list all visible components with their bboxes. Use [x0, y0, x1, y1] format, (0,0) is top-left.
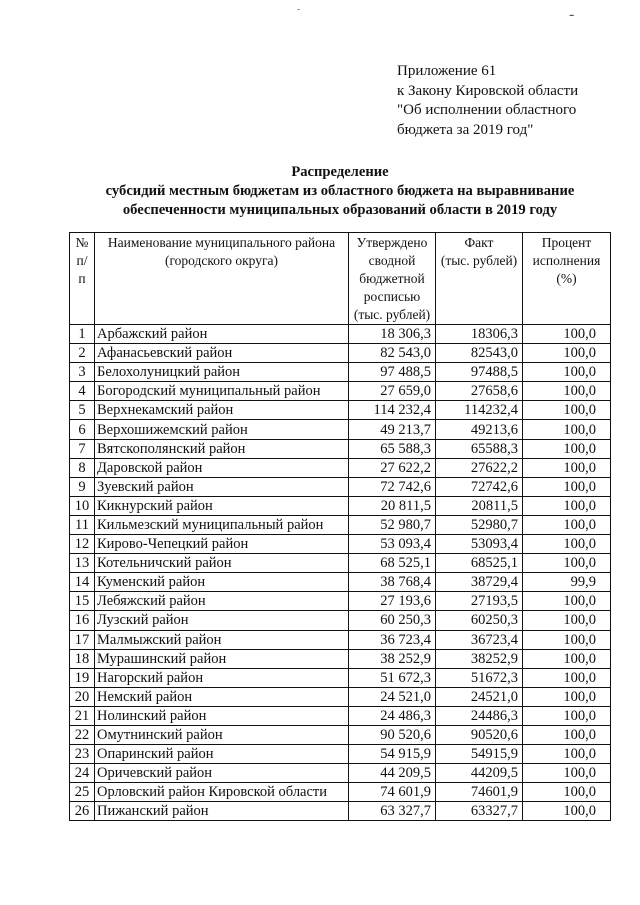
cell-name: Мурашинский район [95, 649, 349, 668]
table-row [70, 458, 611, 477]
cell-percent: 100,0 [523, 630, 611, 649]
cell-name: Богородский муниципальный район [95, 382, 349, 401]
cell-percent: 100,0 [523, 325, 611, 344]
cell-num: 3 [70, 363, 95, 382]
cell-fact: 27622,2 [436, 458, 523, 477]
cell-percent: 100,0 [523, 401, 611, 420]
cell-approved: 82 543,0 [349, 344, 436, 363]
title-line: обеспеченности муниципальных образований области в 2019 году [122, 202, 558, 218]
cell-num: 6 [70, 420, 95, 439]
cell-name: Оричевский район [95, 764, 349, 783]
cell-percent: 100,0 [523, 535, 611, 554]
cell-name: Нагорский район [95, 668, 349, 687]
table-row [70, 764, 611, 783]
cell-fact: 27193,5 [436, 592, 523, 611]
cell-num: 20 [70, 687, 95, 706]
cell-approved: 63 327,7 [349, 802, 436, 821]
cell-approved: 27 622,2 [349, 458, 436, 477]
cell-name: Арбажский район [95, 325, 349, 344]
appendix-line: бюджета за 2019 год" [397, 121, 534, 138]
cell-num: 11 [70, 515, 95, 534]
cell-fact: 68525,1 [436, 554, 523, 573]
cell-fact: 114232,4 [436, 401, 523, 420]
cell-percent: 100,0 [523, 649, 611, 668]
cell-num: 17 [70, 630, 95, 649]
cell-num: 8 [70, 458, 95, 477]
cell-approved: 114 232,4 [349, 401, 436, 420]
cell-num: 25 [70, 783, 95, 802]
cell-approved: 60 250,3 [349, 611, 436, 630]
table-row [70, 783, 611, 802]
cell-fact: 63327,7 [436, 802, 523, 821]
cell-fact: 36723,4 [436, 630, 523, 649]
cell-name: Опаринский район [95, 745, 349, 764]
table-row [70, 725, 611, 744]
cell-num: 12 [70, 535, 95, 554]
title-line: Распределение [291, 164, 389, 180]
cell-percent: 100,0 [523, 515, 611, 534]
cell-percent: 100,0 [523, 496, 611, 515]
cell-fact: 54915,9 [436, 745, 523, 764]
table-row [70, 401, 611, 420]
cell-name: Нолинский район [95, 706, 349, 725]
header-num: № п/п [70, 233, 95, 325]
cell-approved: 97 488,5 [349, 363, 436, 382]
cell-percent: 100,0 [523, 458, 611, 477]
cell-fact: 18306,3 [436, 325, 523, 344]
cell-approved: 20 811,5 [349, 496, 436, 515]
cell-name: Верхнекамский район [95, 401, 349, 420]
cell-num: 24 [70, 764, 95, 783]
cell-num: 19 [70, 668, 95, 687]
cell-fact: 82543,0 [436, 344, 523, 363]
cell-fact: 97488,5 [436, 363, 523, 382]
cell-percent: 100,0 [523, 554, 611, 573]
table-row [70, 630, 611, 649]
cell-percent: 100,0 [523, 420, 611, 439]
cell-name: Белохолуницкий район [95, 363, 349, 382]
cell-num: 9 [70, 477, 95, 496]
cell-approved: 68 525,1 [349, 554, 436, 573]
cell-fact: 53093,4 [436, 535, 523, 554]
cell-fact: 65588,3 [436, 439, 523, 458]
cell-approved: 38 252,9 [349, 649, 436, 668]
cell-percent: 100,0 [523, 344, 611, 363]
table-header-row [70, 233, 611, 325]
cell-approved: 49 213,7 [349, 420, 436, 439]
cell-percent: 100,0 [523, 706, 611, 725]
cell-approved: 24 486,3 [349, 706, 436, 725]
cell-fact: 60250,3 [436, 611, 523, 630]
cell-fact: 72742,6 [436, 477, 523, 496]
table-row [70, 668, 611, 687]
table-row [70, 745, 611, 764]
cell-num: 21 [70, 706, 95, 725]
cell-fact: 27658,6 [436, 382, 523, 401]
cell-fact: 49213,6 [436, 420, 523, 439]
table-row [70, 649, 611, 668]
cell-num: 15 [70, 592, 95, 611]
cell-name: Кикнурский район [95, 496, 349, 515]
cell-num: 23 [70, 745, 95, 764]
table-row [70, 573, 611, 592]
cell-name: Котельничский район [95, 554, 349, 573]
cell-approved: 72 742,6 [349, 477, 436, 496]
title-line: субсидий местным бюджетам из областного бюджета на выравнивание [105, 183, 575, 199]
cell-approved: 90 520,6 [349, 725, 436, 744]
cell-num: 22 [70, 725, 95, 744]
cell-num: 7 [70, 439, 95, 458]
cell-approved: 65 588,3 [349, 439, 436, 458]
cell-num: 13 [70, 554, 95, 573]
table-row [70, 535, 611, 554]
cell-percent: 99,9 [523, 573, 611, 592]
cell-percent: 100,0 [523, 611, 611, 630]
cell-percent: 100,0 [523, 687, 611, 706]
cell-percent: 100,0 [523, 725, 611, 744]
cell-name: Зуевский район [95, 477, 349, 496]
cell-approved: 53 093,4 [349, 535, 436, 554]
document-title [60, 163, 620, 220]
cell-percent: 100,0 [523, 439, 611, 458]
table-row [70, 496, 611, 515]
cell-approved: 27 659,0 [349, 382, 436, 401]
cell-fact: 51672,3 [436, 668, 523, 687]
cell-percent: 100,0 [523, 745, 611, 764]
cell-num: 18 [70, 649, 95, 668]
table-row [70, 611, 611, 630]
cell-percent: 100,0 [523, 592, 611, 611]
cell-num: 2 [70, 344, 95, 363]
cell-name: Куменский район [95, 573, 349, 592]
appendix-line: Приложение 61 [397, 63, 497, 79]
cell-percent: 100,0 [523, 363, 611, 382]
cell-num: 1 [70, 325, 95, 344]
cell-fact: 38729,4 [436, 573, 523, 592]
header-name: Наименование муниципального района (городского округа) [95, 233, 349, 325]
table-row [70, 515, 611, 534]
cell-approved: 51 672,3 [349, 668, 436, 687]
cell-name: Кирово-Чепецкий район [95, 535, 349, 554]
cell-name: Лебяжский район [95, 592, 349, 611]
cell-percent: 100,0 [523, 783, 611, 802]
cell-approved: 52 980,7 [349, 515, 436, 534]
cell-num: 5 [70, 401, 95, 420]
cell-name: Вятскополянский район [95, 439, 349, 458]
cell-approved: 24 521,0 [349, 687, 436, 706]
cell-fact: 90520,6 [436, 725, 523, 744]
page-mark-right: - [569, 6, 575, 23]
cell-name: Пижанский район [95, 802, 349, 821]
cell-fact: 38252,9 [436, 649, 523, 668]
page-mark-top: - [297, 4, 301, 15]
cell-num: 16 [70, 611, 95, 630]
cell-name: Омутнинский район [95, 725, 349, 744]
cell-percent: 100,0 [523, 382, 611, 401]
cell-name: Малмыжский район [95, 630, 349, 649]
cell-approved: 18 306,3 [349, 325, 436, 344]
appendix-line: "Об исполнении областного [397, 102, 577, 118]
cell-approved: 44 209,5 [349, 764, 436, 783]
appendix-line: к Закону Кировской области [397, 82, 579, 99]
cell-percent: 100,0 [523, 802, 611, 821]
cell-fact: 52980,7 [436, 515, 523, 534]
table-row [70, 363, 611, 382]
cell-num: 26 [70, 802, 95, 821]
distribution-table [69, 232, 611, 821]
header-fact: Факт (тыс. рублей) [436, 233, 523, 325]
cell-approved: 74 601,9 [349, 783, 436, 802]
table-row [70, 477, 611, 496]
cell-name: Кильмезский муниципальный район [95, 515, 349, 534]
cell-approved: 54 915,9 [349, 745, 436, 764]
cell-num: 4 [70, 382, 95, 401]
cell-name: Немский район [95, 687, 349, 706]
cell-approved: 38 768,4 [349, 573, 436, 592]
cell-fact: 74601,9 [436, 783, 523, 802]
cell-name: Орловский район Кировской области [95, 783, 349, 802]
cell-name: Верхошижемский район [95, 420, 349, 439]
cell-fact: 44209,5 [436, 764, 523, 783]
cell-fact: 24521,0 [436, 687, 523, 706]
table-row [70, 439, 611, 458]
cell-name: Лузский район [95, 611, 349, 630]
cell-fact: 20811,5 [436, 496, 523, 515]
header-approved: Утверждено сводной бюджетной росписью (тыс. рублей) [349, 233, 436, 325]
cell-approved: 36 723,4 [349, 630, 436, 649]
appendix-note [397, 62, 627, 140]
table-row [70, 382, 611, 401]
cell-percent: 100,0 [523, 668, 611, 687]
table-row [70, 554, 611, 573]
cell-percent: 100,0 [523, 477, 611, 496]
table-row [70, 325, 611, 344]
table-row [70, 687, 611, 706]
cell-fact: 24486,3 [436, 706, 523, 725]
table-row [70, 802, 611, 821]
cell-num: 10 [70, 496, 95, 515]
cell-name: Даровской район [95, 458, 349, 477]
cell-percent: 100,0 [523, 764, 611, 783]
header-percent: Процент исполнения (%) [523, 233, 611, 325]
cell-approved: 27 193,6 [349, 592, 436, 611]
cell-num: 14 [70, 573, 95, 592]
table-row [70, 592, 611, 611]
table-row [70, 420, 611, 439]
table-row [70, 344, 611, 363]
cell-name: Афанасьевский район [95, 344, 349, 363]
table-row [70, 706, 611, 725]
